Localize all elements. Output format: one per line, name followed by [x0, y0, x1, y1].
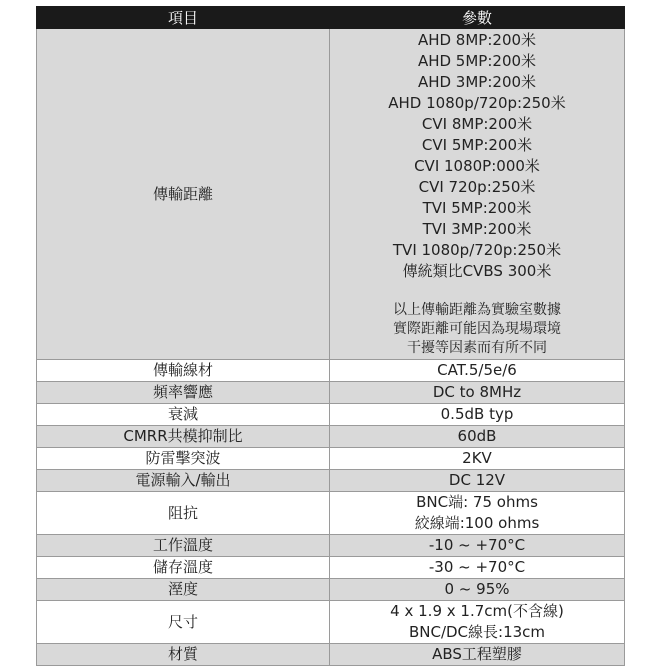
distance-note: 以上傳輸距離為實驗室數據: [393, 302, 561, 318]
spec-table: [36, 6, 625, 666]
value-power: DC 12V: [330, 470, 625, 492]
row-frequency: [37, 382, 625, 404]
row-power: [37, 470, 625, 492]
value-cable: CAT.5/5e/6: [330, 360, 625, 382]
label-frequency: 頻率響應: [37, 382, 330, 404]
distance-line: AHD 1080p/720p:250米: [388, 94, 566, 112]
value-dimensions: [330, 601, 625, 644]
label-attenuation: 衰減: [37, 404, 330, 426]
label-cmrr: CMRR共模抑制比: [37, 426, 330, 448]
row-operating-temp: [37, 535, 625, 557]
label-cable: 傳輸線材: [37, 360, 330, 382]
row-material: [37, 644, 625, 666]
value-attenuation: 0.5dB typ: [330, 404, 625, 426]
header-row: [37, 7, 625, 29]
distance-line: TVI 5MP:200米: [422, 199, 532, 217]
distance-line: AHD 5MP:200米: [417, 52, 537, 70]
value-surge: 2KV: [330, 448, 625, 470]
value-transmission-distance: [330, 29, 625, 360]
value-storage-temp: -30 ~ +70°C: [330, 557, 625, 579]
label-power: 電源輸入/輸出: [37, 470, 330, 492]
distance-line: CVI 720p:250米: [418, 178, 536, 196]
label-material: 材質: [37, 644, 330, 666]
distance-line: TVI 3MP:200米: [422, 220, 532, 238]
value-frequency: DC to 8MHz: [330, 382, 625, 404]
value-material: ABS工程塑膠: [330, 644, 625, 666]
row-storage-temp: [37, 557, 625, 579]
row-humidity: [37, 579, 625, 601]
row-impedance: [37, 492, 625, 535]
dimensions-line: BNC/DC線長:13cm: [408, 623, 546, 641]
distance-note: 實際距離可能因為現場環境: [393, 321, 561, 337]
row-surge: [37, 448, 625, 470]
spacer: [330, 282, 624, 301]
header-item: 項目: [37, 7, 330, 29]
row-dimensions: [37, 601, 625, 644]
row-attenuation: [37, 404, 625, 426]
distance-line: TVI 1080p/720p:250米: [392, 241, 562, 259]
value-cmrr: 60dB: [330, 426, 625, 448]
label-humidity: 溼度: [37, 579, 330, 601]
distance-line: CVI 5MP:200米: [421, 136, 533, 154]
dimensions-line: 4 x 1.9 x 1.7cm(不含線): [390, 602, 564, 620]
label-dimensions: 尺寸: [37, 601, 330, 644]
value-humidity: 0 ~ 95%: [330, 579, 625, 601]
label-impedance: 阻抗: [37, 492, 330, 535]
distance-line: CVI 8MP:200米: [421, 115, 533, 133]
distance-line: CVI 1080P:000米: [414, 157, 540, 175]
label-operating-temp: 工作溫度: [37, 535, 330, 557]
distance-line: AHD 3MP:200米: [417, 73, 537, 91]
impedance-line: 絞線端:100 ohms: [414, 514, 540, 532]
header-param: 參數: [330, 7, 625, 29]
distance-line: 傳統類比CVBS 300米: [402, 262, 552, 280]
row-transmission-distance: [37, 29, 625, 360]
value-impedance: [330, 492, 625, 535]
label-storage-temp: 儲存溫度: [37, 557, 330, 579]
row-cable: [37, 360, 625, 382]
row-cmrr: [37, 426, 625, 448]
label-surge: 防雷擊突波: [37, 448, 330, 470]
value-operating-temp: -10 ~ +70°C: [330, 535, 625, 557]
distance-line: AHD 8MP:200米: [417, 31, 537, 49]
impedance-line: BNC端: 75 ohms: [416, 493, 538, 511]
label-transmission-distance: 傳輸距離: [37, 29, 330, 360]
distance-note: 干擾等因素而有所不同: [407, 340, 547, 356]
